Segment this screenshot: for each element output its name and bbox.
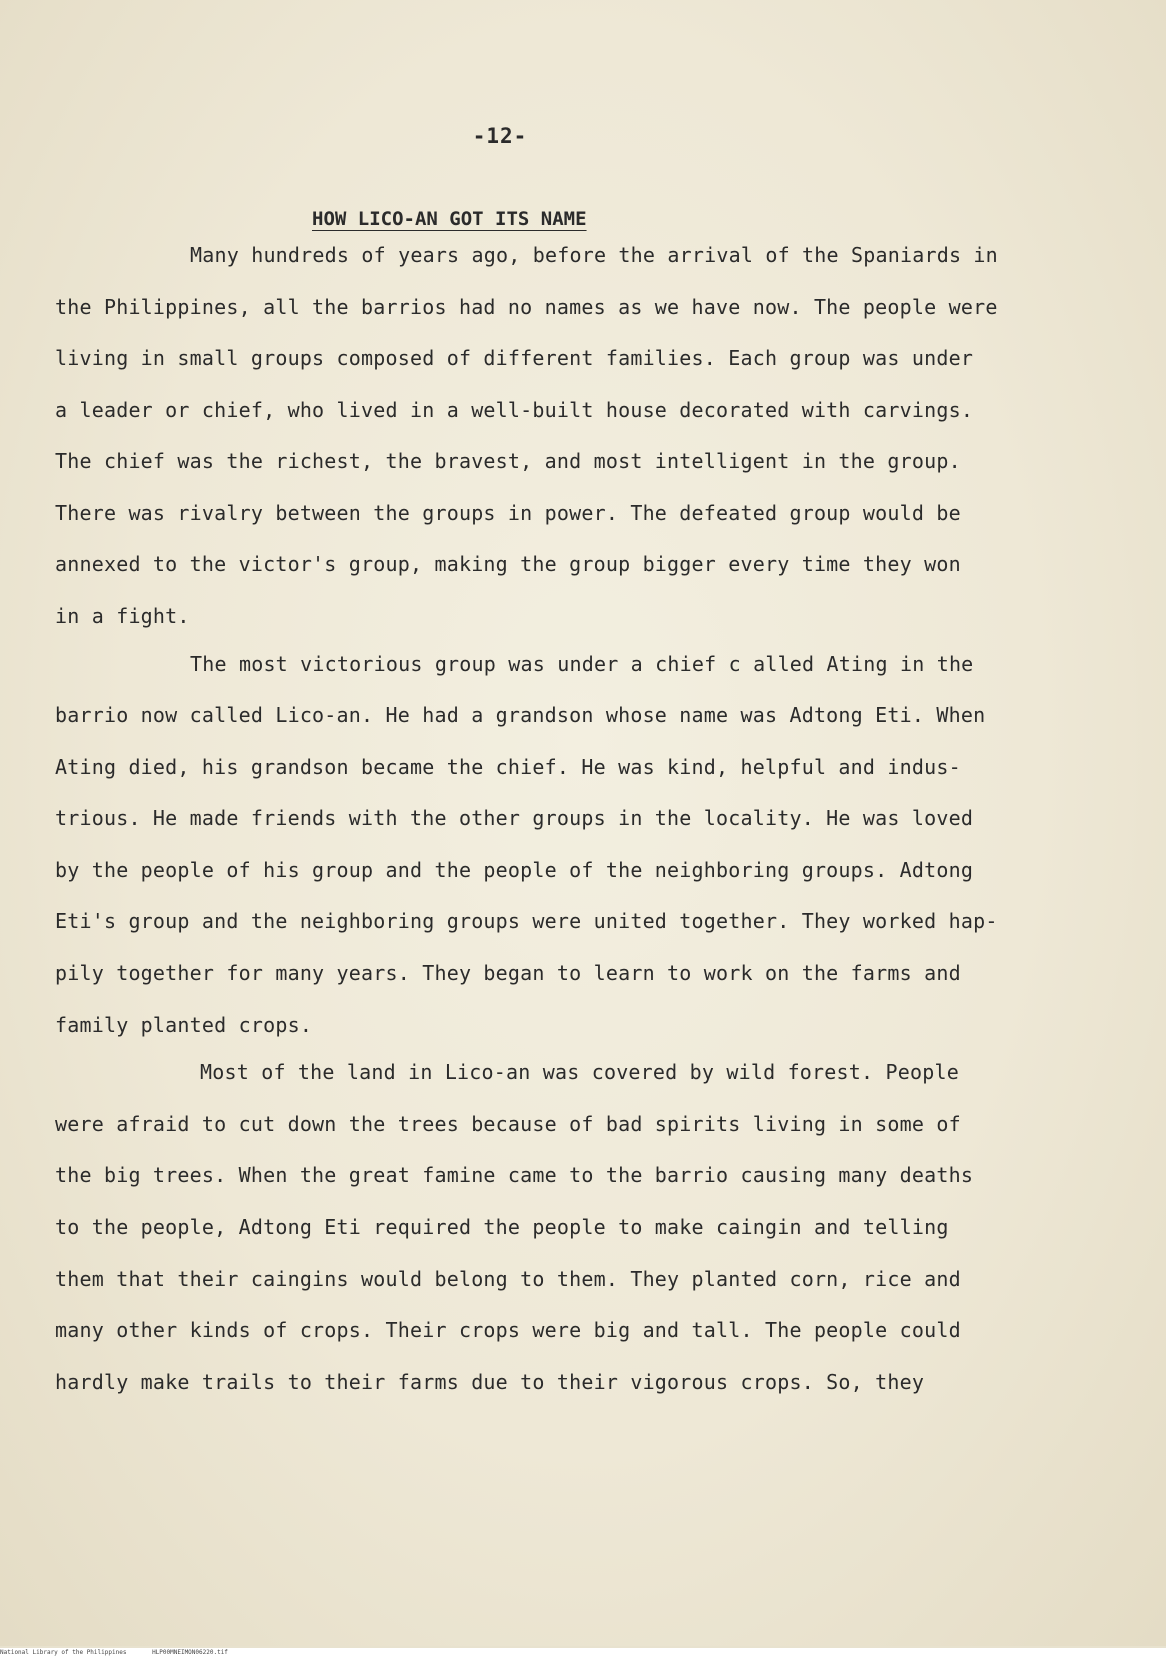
text-line: Most of the land in Lico-an was covered by wild forest. People: [200, 1060, 959, 1084]
text-line: in a fight.: [55, 604, 190, 628]
text-line: family planted crops.: [55, 1013, 313, 1037]
scan-footer: [0, 1648, 1166, 1658]
page-number: -12-: [472, 124, 528, 148]
text-line: barrio now called Lico-an. He had a grandson whose name was Adtong Eti. When: [55, 703, 986, 727]
text-line: Many hundreds of years ago, before the arrival of the Spaniards in: [190, 243, 998, 267]
text-line: Eti's group and the neighboring groups were united together. They worked hap-: [55, 909, 998, 933]
text-line: There was rivalry between the groups in power. The defeated group would be: [55, 501, 961, 525]
text-line: were afraid to cut down the trees because of bad spirits living in some of: [55, 1112, 961, 1136]
text-line: The chief was the richest, the bravest, and most intelligent in the group.: [55, 449, 961, 473]
text-line: trious. He made friends with the other groups in the locality. He was loved: [55, 806, 974, 830]
text-line: pily together for many years. They began to learn to work on the farms and: [55, 961, 961, 985]
text-line: the big trees. When the great famine came to the barrio causing many deaths: [55, 1163, 974, 1187]
text-line: by the people of his group and the people of the neighboring groups. Adtong: [55, 858, 974, 882]
library-credit: National Library of the Philippines: [0, 1649, 127, 1656]
text-line: Ating died, his grandson became the chief. He was kind, helpful and indus-: [55, 755, 961, 779]
text-line: annexed to the victor's group, making the group bigger every time they won: [55, 552, 961, 576]
document-title: HOW LICO-AN GOT ITS NAME: [312, 208, 587, 230]
text-line: to the people, Adtong Eti required the people to make caingin and telling: [55, 1215, 949, 1239]
text-line: living in small groups composed of different families. Each group was under: [55, 346, 974, 370]
text-line: The most victorious group was under a chief c alled Ating in the: [190, 652, 974, 676]
text-line: many other kinds of crops. Their crops were big and tall. The people could: [55, 1318, 961, 1342]
text-line: the Philippines, all the barrios had no names as we have now. The people were: [55, 295, 998, 319]
file-id: HLP00MNEIMON06220.tif: [152, 1649, 228, 1656]
text-line: them that their caingins would belong to them. They planted corn, rice and: [55, 1267, 961, 1291]
text-line: hardly make trails to their farms due to their vigorous crops. So, they: [55, 1370, 925, 1394]
text-line: a leader or chief, who lived in a well-built house decorated with carvings.: [55, 398, 974, 422]
